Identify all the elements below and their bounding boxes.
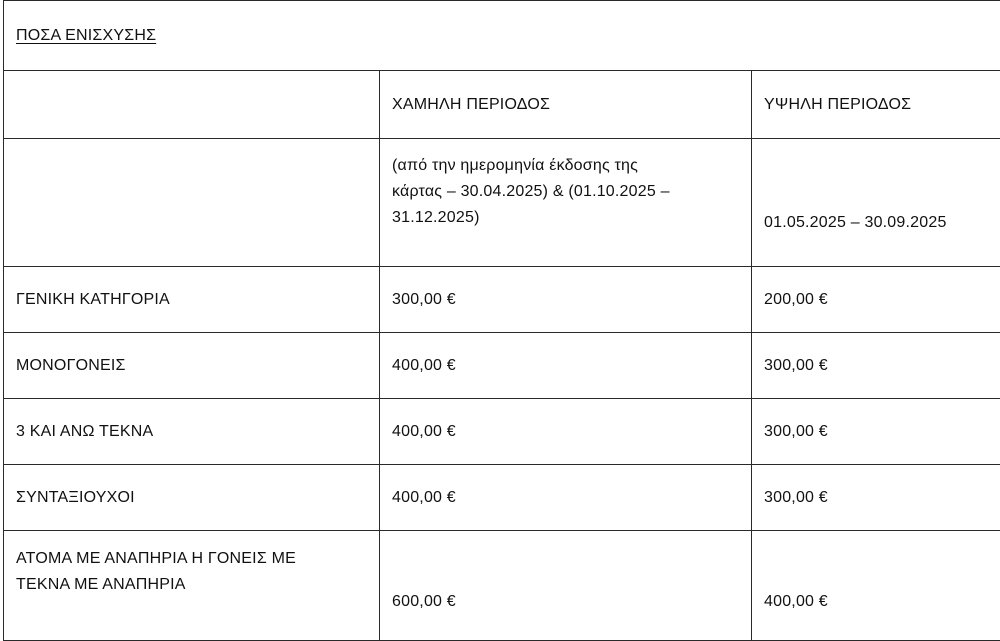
table-row (4, 531, 1000, 641)
category-cell: ΓΕΝΙΚΗ ΚΑΤΗΓΟΡΙΑ (4, 267, 380, 333)
low-period-dates-line: (από την ημερομηνία έκδοσης της (392, 153, 751, 179)
low-amount-cell: 400,00 € (380, 333, 752, 399)
high-amount-cell: 300,00 € (752, 465, 1000, 531)
high-amount-cell: 200,00 € (752, 267, 1000, 333)
header-low-period: ΧΑΜΗΛΗ ΠΕΡΙΟΔΟΣ (380, 71, 752, 139)
category-cell: 3 ΚΑΙ ΑΝΩ ΤΕΚΝΑ (4, 399, 380, 465)
table-row (4, 333, 1000, 399)
header-high-period: ΥΨΗΛΗ ΠΕΡΙΟΔΟΣ (752, 71, 1000, 139)
category-line: ΑΤΟΜΑ ΜΕ ΑΝΑΠΗΡΙΑ Η ΓΟΝΕΙΣ ΜΕ (16, 546, 379, 572)
low-amount-cell: 400,00 € (380, 399, 752, 465)
high-amount-cell: 400,00 € (752, 531, 1000, 641)
low-amount-cell: 300,00 € (380, 267, 752, 333)
period-dates-row (4, 139, 1000, 267)
high-amount-cell: 300,00 € (752, 333, 1000, 399)
table-row (4, 267, 1000, 333)
high-period-dates: 01.05.2025 – 30.09.2025 (752, 139, 1000, 267)
low-period-dates-line: κάρτας – 30.04.2025) & (01.10.2025 – (392, 179, 751, 205)
category-cell (4, 531, 380, 641)
table-header-row (4, 71, 1000, 139)
category-cell: ΣΥΝΤΑΞΙΟΥΧΟΙ (4, 465, 380, 531)
category-line: ΤΕΚΝΑ ΜΕ ΑΝΑΠΗΡΙΑ (16, 572, 379, 598)
support-amounts-table (3, 0, 1000, 641)
low-amount-cell: 600,00 € (380, 531, 752, 641)
dates-empty-cell (4, 139, 380, 267)
header-empty-cell (4, 71, 380, 139)
table-row (4, 399, 1000, 465)
low-period-dates-line: 31.12.2025) (392, 205, 751, 231)
low-period-dates (380, 139, 752, 267)
table-title-row (4, 1, 1000, 71)
category-cell: ΜΟΝΟΓΟΝΕΙΣ (4, 333, 380, 399)
table-title: ΠΟΣΑ ΕΝΙΣΧΥΣΗΣ (16, 27, 156, 44)
high-amount-cell: 300,00 € (752, 399, 1000, 465)
table-title-cell (4, 1, 1000, 71)
low-amount-cell: 400,00 € (380, 465, 752, 531)
table-row (4, 465, 1000, 531)
